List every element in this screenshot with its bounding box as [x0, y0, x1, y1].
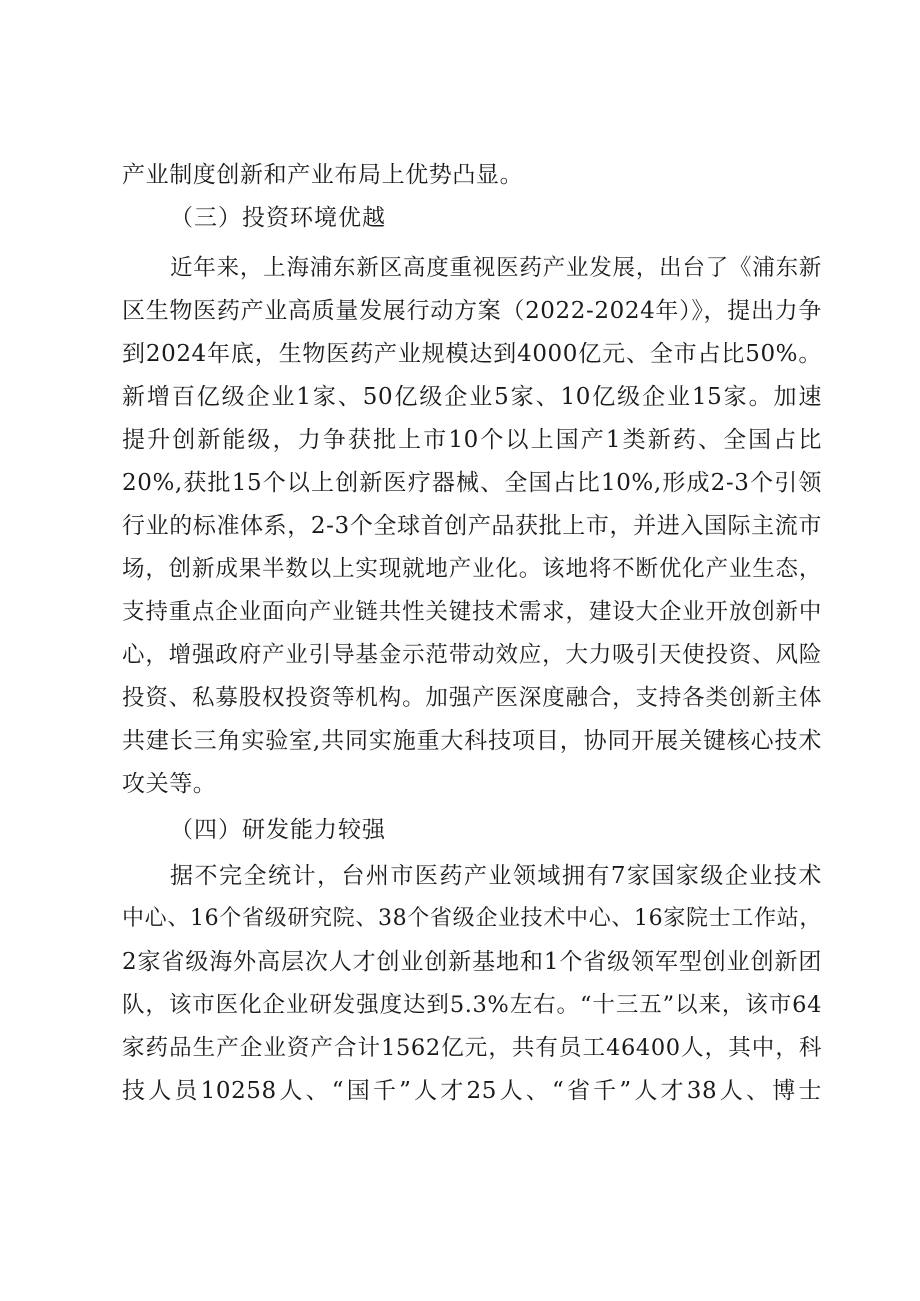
body-text-line: 产业制度创新和产业布局上优势凸显。 — [122, 162, 524, 188]
body-text-line: 近年来，上海浦东新区高度重视医药产业发展，出台了《浦东新 — [170, 255, 822, 281]
body-text-line: 行业的标准体系，2-3个全球首创产品获批上市，并进入国际主流市 — [122, 513, 822, 539]
body-text-line: 共建长三角实验室,共同实施重大科技项目，协同开展关键核心技术 — [122, 728, 822, 754]
section-heading: （四）研发能力较强 — [170, 817, 386, 843]
body-text-line: 20%,获批15个以上创新医疗器械、全国占比10%,形成2-3个引领 — [122, 470, 822, 496]
body-text-line: 新增百亿级企业1家、50亿级企业5家、10亿级企业15家。加速 — [122, 384, 822, 410]
body-text-line: 场，创新成果半数以上实现就地产业化。该地将不断优化产业生态， — [122, 556, 822, 582]
body-text-line: 2家省级海外高层次人才创业创新基地和1个省级领军型创业创新团 — [122, 949, 822, 975]
body-text-line: 据不完全统计，台州市医药产业领域拥有7家国家级企业技术 — [170, 863, 822, 889]
body-text-line: 技人员10258人、“国千”人才25人、“省千”人才38人、博士 — [122, 1078, 822, 1104]
body-text-line: 攻关等。 — [122, 771, 217, 797]
section-heading: （三）投资环境优越 — [170, 205, 386, 231]
body-text-line: 心，增强政府产业引导基金示范带动效应，大力吸引天使投资、风险 — [122, 642, 822, 668]
body-text-line: 支持重点企业面向产业链共性关键技术需求，建设大企业开放创新中 — [122, 599, 822, 625]
body-text-line: 中心、16个省级研究院、38个省级企业技术中心、16家院士工作站， — [122, 906, 822, 931]
body-text-line: 投资、私募股权投资等机构。加强产医深度融合，支持各类创新主体 — [122, 685, 822, 711]
body-text-line: 提升创新能级，力争获批上市10个以上国产1类新药、全国占比 — [122, 427, 822, 453]
body-text-line: 区生物医药产业高质量发展行动方案（2022-2024年）》，提出力争 — [122, 298, 822, 324]
body-text-line: 到2024年底，生物医药产业规模达到4000亿元、全市占比50%。 — [122, 341, 822, 367]
body-text-line: 家药品生产企业资产合计1562亿元，共有员工46400人，其中，科 — [122, 1035, 822, 1061]
body-text-line: 队，该市医化企业研发强度达到5.3%左右。“十三五”以来，该市64 — [122, 992, 822, 1018]
